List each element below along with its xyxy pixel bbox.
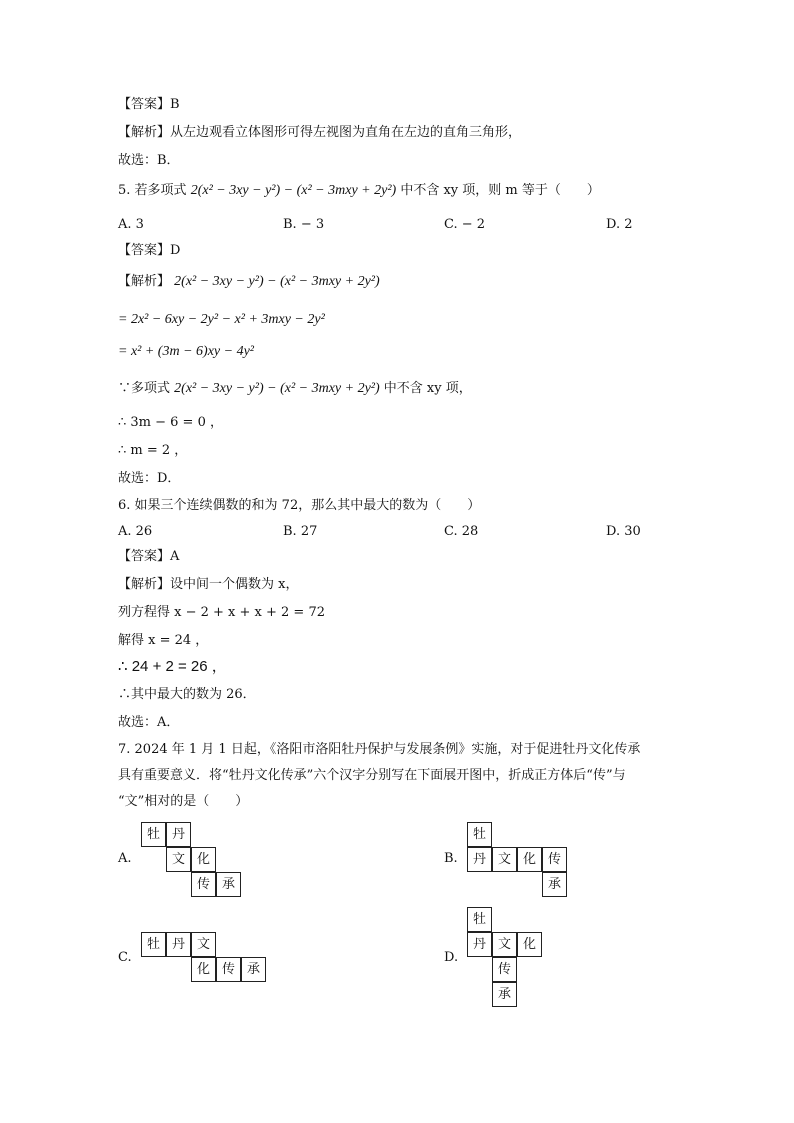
net-b-cell: 承 xyxy=(542,872,567,897)
q5-step2: = 2x² − 6xy − 2y² − x² + 3mxy − 2y² xyxy=(118,312,325,327)
q5-step4-prefix: ∵多项式 xyxy=(118,381,171,396)
q5-step3: = x² + (3m − 6)xy − 4y² xyxy=(118,344,254,359)
net-a-cell: 传 xyxy=(191,872,216,897)
q6-step1: 列方程得 x − 2 + x + x + 2 = 72 xyxy=(118,605,325,620)
net-d-cell: 承 xyxy=(492,982,517,1007)
q6-question: 6. 如果三个连续偶数的和为 72，那么其中最大的数为（ ） xyxy=(118,498,481,513)
q6-option-d: D. 30 xyxy=(606,524,641,539)
net-d-cell: 牡 xyxy=(467,907,492,932)
net-a-cell: 承 xyxy=(216,872,241,897)
q6-conclusion: 故选：A． xyxy=(118,715,180,730)
q5-step5: ∴ 3m − 6 = 0 ， xyxy=(118,415,223,430)
q5-step4-expr: 2(x² − 3xy − y²) − (x² − 3mxy + 2y²) xyxy=(174,381,380,396)
net-d-cell: 文 xyxy=(492,932,517,957)
net-c-label: C. xyxy=(118,950,132,965)
q5-expression: 2(x² − 3xy − y²) − (x² − 3mxy + 2y²) xyxy=(190,183,397,198)
q5-option-c: C. − 2 xyxy=(444,217,486,232)
q4-answer: 【答案】B xyxy=(118,97,180,112)
net-a-cell: 文 xyxy=(166,847,191,872)
net-d-label: D. xyxy=(444,950,459,965)
q6-option-b: B. 27 xyxy=(283,524,318,539)
q4-analysis: 【解析】从左边观看立体图形可得左视图为直角在左边的直角三角形， xyxy=(118,125,522,140)
q6-option-a: A. 26 xyxy=(118,524,153,539)
net-c-cell: 承 xyxy=(241,957,266,982)
q6-answer: 【答案】A xyxy=(118,549,180,564)
net-c-cell: 牡 xyxy=(141,932,166,957)
net-b-cell: 丹 xyxy=(467,847,492,872)
q5-conclusion: 故选：D． xyxy=(118,471,181,486)
q5-question xyxy=(118,182,600,200)
net-d-cell: 传 xyxy=(492,957,517,982)
q5-suffix: 中不含 xy 项，则 m 等于（ ） xyxy=(400,183,600,198)
q6-analysis: 【解析】设中间一个偶数为 x， xyxy=(118,577,299,592)
q6-step2: 解得 x = 24 ， xyxy=(118,633,209,648)
net-d-cell: 丹 xyxy=(467,932,492,957)
q7-line2: 具有重要意义．将“牡丹文化传承”六个汉字分别写在下面展开图中，折成正方体后“传”与 xyxy=(118,768,626,783)
net-b-cell: 文 xyxy=(492,847,517,872)
net-c-cell: 传 xyxy=(216,957,241,982)
net-b-cell: 牡 xyxy=(467,822,492,847)
q5-option-b: B. − 3 xyxy=(283,217,325,232)
net-c-cell: 丹 xyxy=(166,932,191,957)
q7-line1: 7. 2024 年 1 月 1 日起，《洛阳市洛阳牡丹保护与发展条例》实施，对于促进牡丹文化传承 xyxy=(118,742,641,757)
q5-option-d: D. 2 xyxy=(606,217,633,232)
q7-line3: “文”相对的是（ ） xyxy=(118,794,249,809)
net-c-cell: 化 xyxy=(191,957,216,982)
net-a-label: A. xyxy=(118,851,132,866)
q5-answer: 【答案】D xyxy=(118,243,181,258)
q6-step4: ∴其中最大的数为 26． xyxy=(118,687,256,702)
net-b-cell: 传 xyxy=(542,847,567,872)
net-d-cell: 化 xyxy=(517,932,542,957)
q5-step1 xyxy=(118,273,380,291)
q5-step4-suffix: 中不含 xy 项， xyxy=(383,381,472,396)
q5-prefix: 5. 若多项式 xyxy=(118,183,187,198)
q5-step4 xyxy=(118,380,472,398)
q6-option-c: C. 28 xyxy=(444,524,479,539)
q5-option-a: A. 3 xyxy=(118,217,144,232)
q6-step3: ∴ 24 + 2 = 26 ， xyxy=(118,658,227,675)
net-b-label: B. xyxy=(444,851,458,866)
net-a-cell: 丹 xyxy=(166,822,191,847)
q5-analysis-label: 【解析】 xyxy=(118,274,171,289)
q5-step6: ∴ m = 2 ， xyxy=(118,443,188,458)
q5-step1-expr: 2(x² − 3xy − y²) − (x² − 3mxy + 2y²) xyxy=(174,274,380,289)
net-c-cell: 文 xyxy=(191,932,216,957)
net-a-cell: 牡 xyxy=(141,822,166,847)
net-a-cell: 化 xyxy=(191,847,216,872)
net-b-cell: 化 xyxy=(517,847,542,872)
q4-conclusion: 故选：B． xyxy=(118,153,180,168)
